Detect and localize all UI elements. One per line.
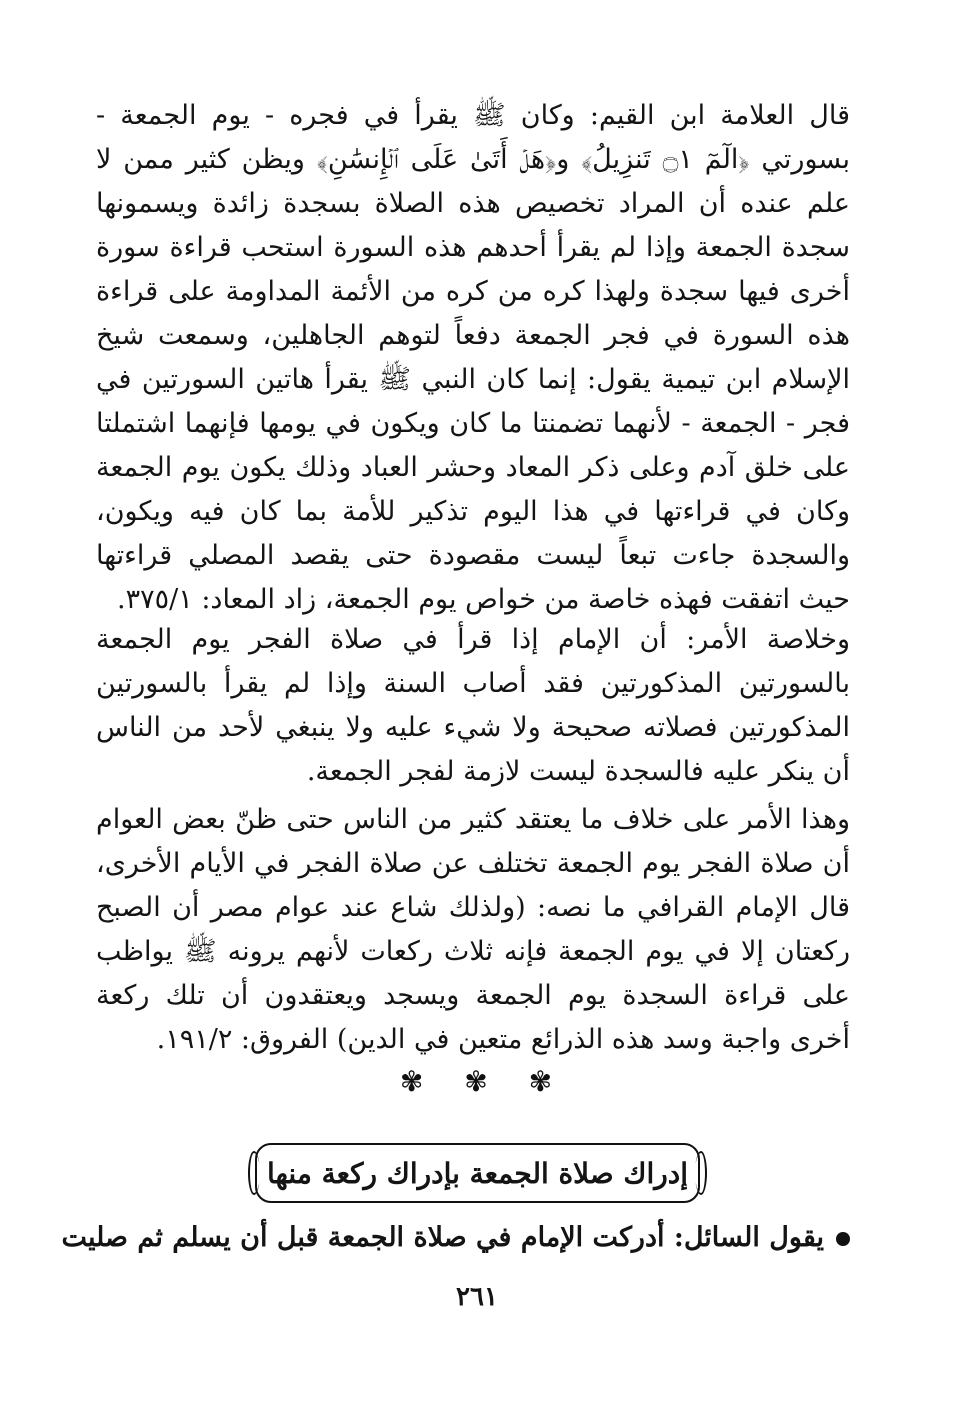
paragraph-summary: وخلاصة الأمر: أن الإمام إذا قرأ في صلاة الفجر يوم الجمعة بالسورتين المذكورتين فقد أصاب السنة وإذا لم يقرأ بالسورتين المذكورتين فصلاته صحيحة ولا شيء عليه ولا ينبغي لأحد من الناس أن ينكر عليه فالسجدة ليست لازمة لفجر الجمعة. xyxy=(96,624,850,787)
paragraph-ibn-qayyim-quote: قال العلامة ابن القيم: وكان ﷺ يقرأ في فجره - يوم الجمعة - بسورتي ﴿الٓمٓ ۝١ تَنزِيلُ﴾ و﴿هَلۡ أَتَىٰ عَلَى ٱلۡإِنسَٰنِ﴾ ويظن كثير ممن لا علم عنده أن المراد تخصيص هذه الصلاة بسجدة زائدة ويسمونها سجدة الجمعة وإذا لم يقرأ أحدهم هذه السورة استحب قراءة سورة أخرى فيها سجدة ولهذا كره من كره من الأئمة المداومة على قراءة هذه السورة في فجر الجمعة دفعاً لتوهم الجاهلين، وسمعت شيخ الإسلام ابن تيمية يقول: إنما كان النبي ﷺ يقرأ هاتين السورتين في فجر - الجمعة - لأنهما تضمنتا ما كان ويكون في يومها فإنهما اشتملتا على خلق آدم وعلى ذكر المعاد وحشر العباد وذلك يكون يوم الجمعة وكان في قراءتها في هذا اليوم تذكير للأمة بما كان فيه ويكون، والسجدة جاءت تبعاً ليست مقصودة حتى يقصد المصلي قراءتها حيث اتفقت فهذه خاصة من خواص يوم الجمعة، زاد المعاد: ٣٧٥/١. xyxy=(96,100,851,615)
ornament-icon: ✾ xyxy=(399,1065,426,1098)
section-heading: إدراك صلاة الجمعة بإدراك ركعة منها xyxy=(266,1156,689,1190)
bullet-icon xyxy=(836,1232,850,1246)
ornament-icon: ✾ xyxy=(528,1065,555,1098)
page-number: ٢٦١ xyxy=(456,1282,498,1312)
question-line xyxy=(61,1216,850,1260)
ornament-icon: ✾ xyxy=(464,1065,490,1098)
section-heading-frame xyxy=(255,1143,700,1203)
question-text: يقول السائل: أدركت الإمام في صلاة الجمعة قبل أن يسلم ثم صليت xyxy=(61,1222,824,1253)
paragraph-qarafi-quote: وهذا الأمر على خلاف ما يعتقد كثير من الناس حتى ظنّ بعض العوام أن صلاة الفجر يوم الجمعة تختلف عن صلاة الفجر في الأيام الأخرى، قال الإمام القرافي ما نصه: (ولذلك شاع عند عوام مصر أن الصبح ركعتان إلا في يوم الجمعة فإنه ثلاث ركعات لأنهم يرونه ﷺ يواظب على قراءة السجدة يوم الجمعة ويسجد ويعتقدون أن تلك ركعة أخرى واجبة وسد هذه الذرائع متعين في الدين) الفروق: ١٩١/٢. xyxy=(96,804,850,1055)
section-divider-ornaments xyxy=(0,1062,954,1102)
